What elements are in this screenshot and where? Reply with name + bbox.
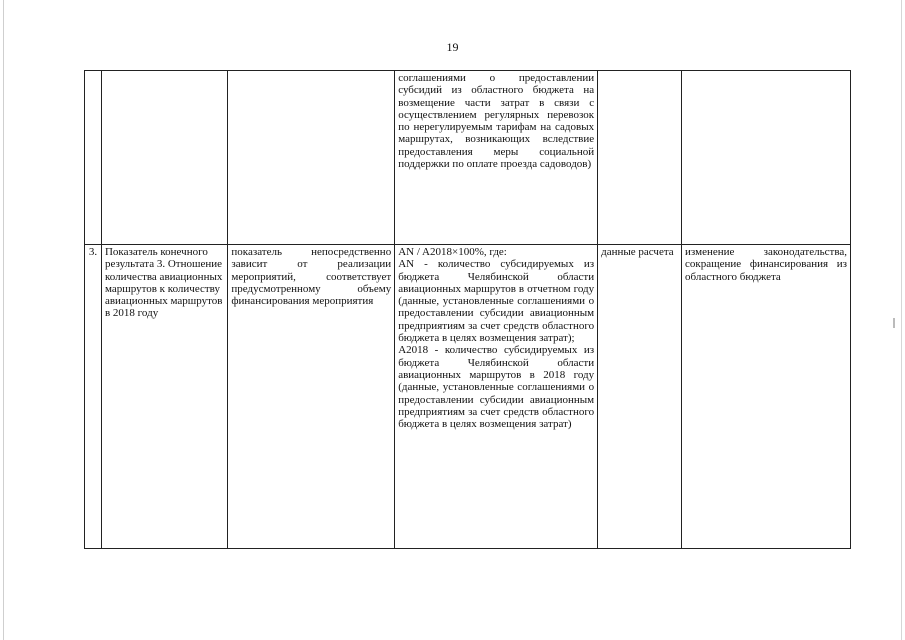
scan-artifact: [893, 318, 895, 328]
scan-edge-right: [901, 0, 902, 640]
cell-dependency: [228, 71, 395, 245]
table-row-continuation: [85, 71, 851, 245]
cell-source: данные расчета: [598, 245, 682, 549]
cell-risks: [682, 71, 851, 245]
cell-indicator: Показатель конечного результата 3. Отношение количества авиационных маршрутов к количеству авиационных маршрутов в 2018 году: [101, 245, 227, 549]
table-row-3: [85, 245, 851, 549]
cell-number: 3.: [85, 245, 102, 549]
cell-risks: изменение законодательства, сокращение финансирования из областного бюджета: [682, 245, 851, 549]
cell-formula: соглашениями о предоставлении субсидий из областного бюджета на возмещение части затрат в связи с осуществлением регулярных перевозок по нерегулируемым тарифам на садовых маршрутах, возникающих вследствие предоставления меры социальной поддержки по оплате проезда садоводов): [395, 71, 598, 245]
cell-source: [598, 71, 682, 245]
page-number: 19: [446, 40, 459, 54]
cell-dependency: показатель непосредственно зависит от реализации мероприятий, соответствует предусмотренному объему финансирования мероприятия: [228, 245, 395, 549]
indicator-table: [84, 70, 851, 549]
cell-formula: AN / A2018×100%, где: AN - количество субсидируемых из бюджета Челябинской области авиационных маршрутов в отчетном году (данные, установленные соглашениями о предоставлении субсидии авиационным предприятиям за счет средств областного бюджета в целях возмещения затрат); A2018 - количество субсидируемых из бюджета Челябинской области авиационных маршрутов в 2018 году (данные, установленные соглашениями о предоставлении субсидии авиационным предприятиям за счет средств областного бюджета в целях возмещения затрат): [395, 245, 598, 549]
scan-edge-left: [3, 0, 4, 640]
cell-number: [85, 71, 102, 245]
cell-indicator: [101, 71, 227, 245]
